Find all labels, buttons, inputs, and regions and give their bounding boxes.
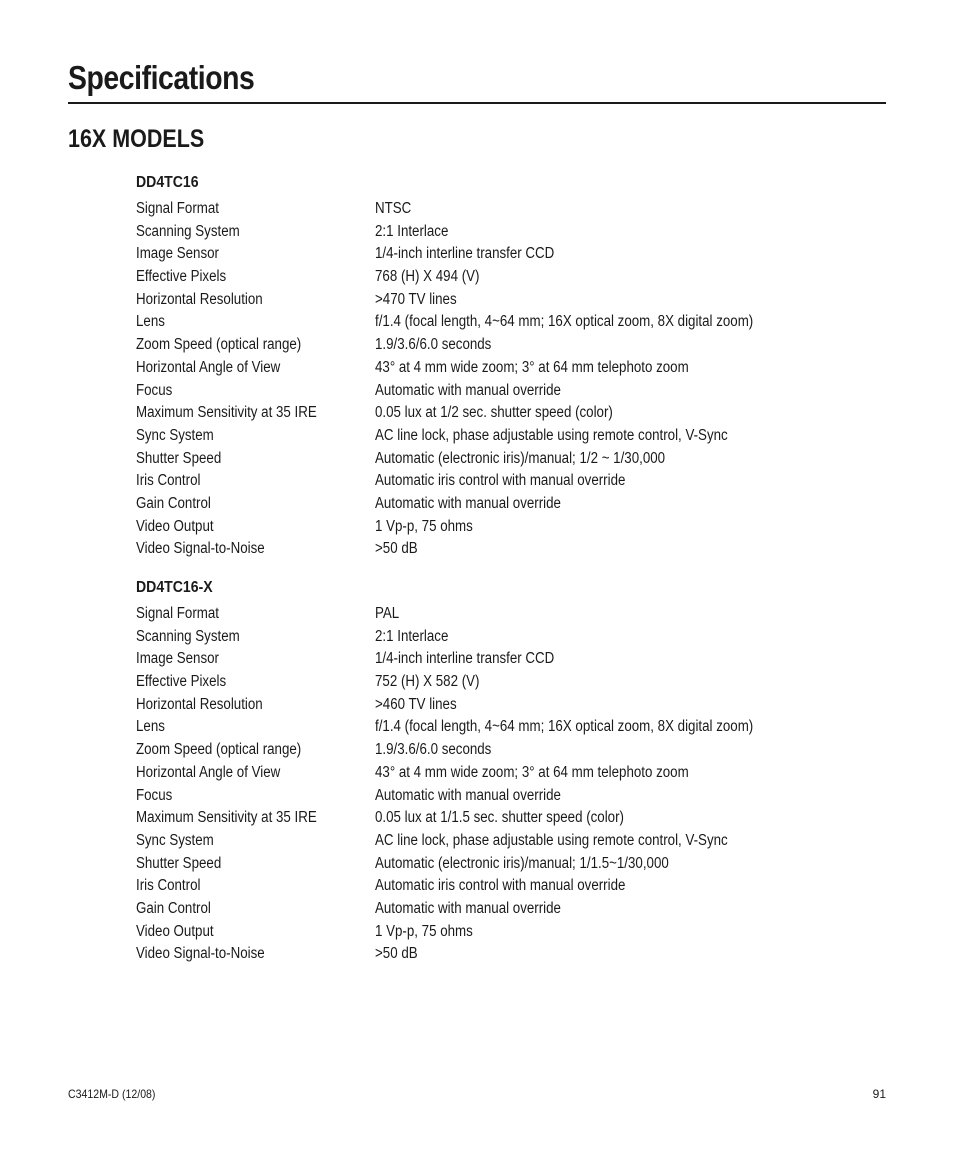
spec-value: NTSC — [375, 200, 412, 217]
spec-value: Automatic iris control with manual override — [375, 472, 626, 490]
spec-label: Maximum Sensitivity at 35 IRE — [136, 809, 317, 827]
spec-block-dd4tc16-x — [136, 577, 896, 966]
spec-label: Effective Pixels — [136, 268, 227, 286]
spec-row — [136, 402, 896, 425]
spec-value: 43° at 4 mm wide zoom; 3° at 64 mm telephoto zoom — [375, 358, 689, 376]
spec-label: Iris Control — [136, 472, 201, 490]
spec-row — [136, 311, 896, 334]
spec-label: Effective Pixels — [136, 673, 227, 691]
spec-row — [136, 538, 896, 561]
footer-document-id: C3412M-D (12/08) — [68, 1087, 156, 1101]
spec-label: Scanning System — [136, 627, 240, 645]
spec-block-dd4tc16 — [136, 172, 896, 561]
spec-row — [136, 243, 896, 266]
spec-value: 1/4-inch interline transfer CCD — [375, 245, 555, 263]
spec-row — [136, 221, 896, 244]
spec-row — [136, 671, 896, 694]
spec-row — [136, 830, 896, 853]
spec-row — [136, 516, 896, 539]
spec-list — [136, 198, 896, 561]
spec-label: Lens — [136, 718, 165, 736]
spec-value: Automatic (electronic iris)/manual; 1/2 ~ 1/30,000 — [375, 449, 666, 467]
spec-value: Automatic with manual override — [375, 381, 561, 399]
model-name: DD4TC16-X — [136, 579, 213, 596]
spec-row — [136, 716, 896, 739]
spec-label: Shutter Speed — [136, 449, 222, 467]
spec-value: Automatic iris control with manual override — [375, 877, 626, 895]
model-name: DD4TC16 — [136, 174, 199, 191]
spec-value: Automatic with manual override — [375, 494, 561, 512]
spec-row — [136, 853, 896, 876]
spec-label: Sync System — [136, 426, 214, 444]
spec-value: f/1.4 (focal length, 4~64 mm; 16X optical zoom, 8X digital zoom) — [375, 718, 754, 736]
spec-value: 0.05 lux at 1/2 sec. shutter speed (color) — [375, 404, 613, 422]
spec-label: Image Sensor — [136, 245, 219, 263]
spec-list — [136, 603, 896, 966]
spec-value: 2:1 Interlace — [375, 627, 449, 645]
spec-value: f/1.4 (focal length, 4~64 mm; 16X optical zoom, 8X digital zoom) — [375, 313, 754, 331]
spec-row — [136, 357, 896, 380]
spec-label: Horizontal Resolution — [136, 290, 263, 308]
spec-row — [136, 266, 896, 289]
spec-row — [136, 762, 896, 785]
spec-value: >470 TV lines — [375, 290, 457, 308]
spec-label: Signal Format — [136, 200, 219, 217]
spec-value: AC line lock, phase adjustable using remote control, V-Sync — [375, 831, 728, 849]
spec-row — [136, 648, 896, 671]
spec-row — [136, 943, 896, 966]
spec-value: >50 dB — [375, 945, 418, 963]
spec-value: Automatic with manual override — [375, 786, 561, 804]
spec-label: Lens — [136, 313, 165, 331]
spec-value: Automatic with manual override — [375, 899, 561, 917]
spec-row — [136, 334, 896, 357]
spec-row — [136, 785, 896, 808]
page-title: Specifications — [68, 59, 255, 96]
spec-label: Video Output — [136, 922, 214, 940]
spec-value: >50 dB — [375, 540, 418, 558]
spec-label: Scanning System — [136, 222, 240, 240]
spec-value: PAL — [375, 605, 400, 622]
spec-label: Horizontal Angle of View — [136, 763, 281, 781]
spec-value: >460 TV lines — [375, 695, 457, 713]
spec-value: 768 (H) X 494 (V) — [375, 268, 480, 286]
spec-row — [136, 448, 896, 471]
spec-label: Focus — [136, 381, 173, 399]
spec-value: AC line lock, phase adjustable using remote control, V-Sync — [375, 426, 728, 444]
spec-label: Gain Control — [136, 899, 211, 917]
spec-value: 1 Vp-p, 75 ohms — [375, 517, 473, 535]
spec-row — [136, 425, 896, 448]
spec-label: Focus — [136, 786, 173, 804]
spec-value: 1.9/3.6/6.0 seconds — [375, 741, 492, 759]
spec-label: Gain Control — [136, 494, 211, 512]
spec-value: 752 (H) X 582 (V) — [375, 673, 480, 691]
spec-row — [136, 739, 896, 762]
spec-row — [136, 198, 896, 221]
spec-row — [136, 694, 896, 717]
spec-row — [136, 875, 896, 898]
spec-label: Image Sensor — [136, 650, 219, 668]
spec-label: Video Signal-to-Noise — [136, 945, 265, 963]
spec-label: Video Signal-to-Noise — [136, 540, 265, 558]
spec-label: Horizontal Resolution — [136, 695, 263, 713]
spec-row — [136, 380, 896, 403]
spec-value: 1/4-inch interline transfer CCD — [375, 650, 555, 668]
spec-label: Sync System — [136, 831, 214, 849]
spec-row — [136, 898, 896, 921]
spec-row — [136, 470, 896, 493]
spec-value: Automatic (electronic iris)/manual; 1/1.5~1/30,000 — [375, 854, 669, 872]
spec-label: Shutter Speed — [136, 854, 222, 872]
spec-row — [136, 626, 896, 649]
spec-value: 43° at 4 mm wide zoom; 3° at 64 mm telephoto zoom — [375, 763, 689, 781]
spec-label: Signal Format — [136, 605, 219, 622]
footer-page-number: 91 — [872, 1087, 886, 1101]
spec-value: 1.9/3.6/6.0 seconds — [375, 336, 492, 354]
title-divider — [68, 102, 886, 104]
section-title: 16X MODELS — [68, 125, 205, 153]
spec-value: 1 Vp-p, 75 ohms — [375, 922, 473, 940]
spec-row — [136, 493, 896, 516]
spec-label: Maximum Sensitivity at 35 IRE — [136, 404, 317, 422]
spec-label: Zoom Speed (optical range) — [136, 336, 302, 354]
spec-label: Zoom Speed (optical range) — [136, 741, 302, 759]
spec-row — [136, 807, 896, 830]
spec-row — [136, 289, 896, 312]
spec-label: Iris Control — [136, 877, 201, 895]
spec-row — [136, 603, 896, 626]
spec-row — [136, 921, 896, 944]
spec-value: 2:1 Interlace — [375, 222, 449, 240]
spec-value: 0.05 lux at 1/1.5 sec. shutter speed (color) — [375, 809, 624, 827]
spec-label: Video Output — [136, 517, 214, 535]
spec-label: Horizontal Angle of View — [136, 358, 281, 376]
